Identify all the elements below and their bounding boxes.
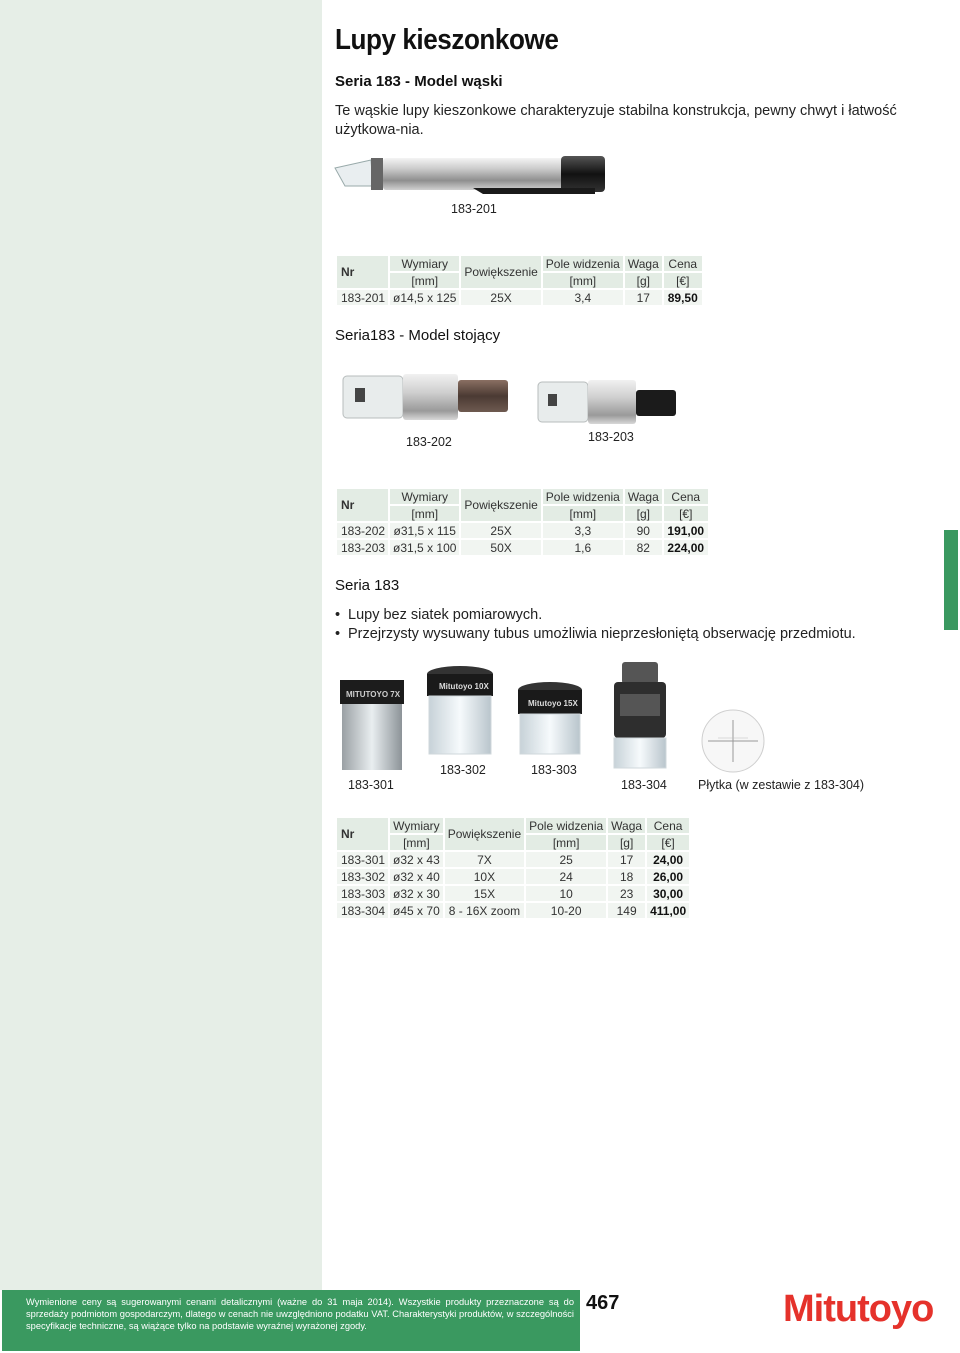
header-dim-unit: [mm] (390, 506, 459, 521)
section-tab-marker (944, 530, 958, 630)
brand-logo: Mitutoyo (783, 1288, 934, 1330)
header-mag: Powiększenie (445, 818, 524, 850)
header-field-unit: [mm] (543, 273, 623, 288)
cell-weight: 23 (608, 886, 645, 901)
table-row (337, 869, 689, 884)
header-weight-unit: [g] (608, 835, 645, 850)
table-row (337, 290, 702, 305)
cell-weight: 17 (625, 290, 662, 305)
bullet-item: • Lupy bez siatek pomiarowych. (335, 606, 856, 625)
header-weight: Waga (608, 818, 645, 833)
cell-nr: 183-202 (337, 523, 388, 538)
loupe-183-302-image (425, 664, 495, 756)
table-row (337, 886, 689, 901)
footer-note: Wymienione ceny są sugerowanymi cenami detalicznymi (ważne do 31 maja 2014). Wszystkie produkty przeznaczone są do sprzedaży podmiotom gospodarczym, dlatego w cenach nie uwzględniono podatku VAT. Charakterystyki produktów, w szczególności specyfikacje techniczne, są wiążące tylko na podstawie wyraźnej wyrażonej zgody. (26, 1297, 574, 1331)
header-mag: Powiększenie (461, 256, 540, 288)
cell-nr: 183-302 (337, 869, 388, 884)
cell-mag: 25X (461, 290, 540, 305)
cell-nr: 183-304 (337, 903, 388, 918)
header-field-unit: [mm] (543, 506, 623, 521)
standing-magnifier-183-202-image (343, 372, 513, 422)
caption-plate: Płytka (w zestawie z 183-304) (698, 778, 865, 792)
header-price: Cena (647, 818, 689, 833)
cell-weight: 18 (608, 869, 645, 884)
cell-dim: ø31,5 x 100 (390, 540, 459, 555)
cell-nr: 183-203 (337, 540, 388, 555)
cell-dim: ø31,5 x 115 (390, 523, 459, 538)
header-field: Pole widzenia (543, 256, 623, 271)
header-price: Cena (664, 489, 708, 504)
cell-field: 3,4 (543, 290, 623, 305)
cell-price: 24,00 (647, 852, 689, 867)
section3-subtitle: Seria 183 (335, 577, 400, 594)
header-weight: Waga (625, 489, 662, 504)
caption-183-203: 183-203 (588, 430, 634, 444)
cell-weight: 17 (608, 852, 645, 867)
header-weight-unit: [g] (625, 273, 662, 288)
cell-price: 26,00 (647, 869, 689, 884)
table-row (337, 540, 708, 555)
cell-nr: 183-201 (337, 290, 388, 305)
header-dim: Wymiary (390, 256, 459, 271)
header-price-unit: [€] (664, 273, 702, 288)
table-row (337, 852, 689, 867)
spec-table-183-202-203 (335, 487, 710, 557)
loupe-301-mark: MITUTOYO 7X (346, 690, 401, 699)
cell-mag: 15X (445, 886, 524, 901)
section1-intro: Te wąskie lupy kieszonkowe charakteryzuje stabilna konstrukcja, pewny chwyt i łatwość użytkowa-nia. (335, 103, 897, 138)
section1-subtitle: Seria 183 - Model wąski (335, 73, 503, 90)
cell-field: 3,3 (543, 523, 623, 538)
cell-weight: 90 (625, 523, 662, 538)
loupe-183-301-image (338, 678, 406, 774)
cell-dim: ø32 x 43 (390, 852, 443, 867)
cell-field: 1,6 (543, 540, 623, 555)
header-field: Pole widzenia (526, 818, 606, 833)
header-price: Cena (664, 256, 702, 271)
header-nr: Nr (337, 256, 388, 288)
cell-price: 89,50 (664, 290, 702, 305)
cell-field: 10 (526, 886, 606, 901)
caption-183-201: 183-201 (451, 202, 497, 216)
header-weight-unit: [g] (625, 506, 662, 521)
cell-price: 411,00 (647, 903, 689, 918)
header-field-unit: [mm] (526, 835, 606, 850)
cell-price: 224,00 (664, 540, 708, 555)
loupe-183-303-image (516, 680, 584, 756)
bullet-item: • Przejrzysty wysuwany tubus umożliwia nieprzesłoniętą obserwację przedmiotu. (335, 625, 856, 644)
caption-183-301: 183-301 (348, 778, 394, 792)
cell-dim: ø32 x 40 (390, 869, 443, 884)
header-field: Pole widzenia (543, 489, 623, 504)
table-header-row (337, 256, 702, 271)
cell-mag: 25X (461, 523, 540, 538)
header-dim: Wymiary (390, 489, 459, 504)
header-nr: Nr (337, 489, 388, 521)
cell-mag: 7X (445, 852, 524, 867)
header-price-unit: [€] (647, 835, 689, 850)
loupe-302-mark: Mitutoyo 10X (439, 682, 489, 691)
loupe-183-304-image (608, 660, 672, 772)
cell-field: 25 (526, 852, 606, 867)
loupe-303-mark: Mitutoyo 15X (528, 699, 578, 708)
cell-dim: ø14,5 x 125 (390, 290, 459, 305)
page-number: 467 (586, 1292, 620, 1314)
table-header-row (337, 818, 689, 833)
feature-bullet-list (335, 606, 856, 644)
cell-field: 24 (526, 869, 606, 884)
table-header-row (337, 489, 708, 504)
header-dim-unit: [mm] (390, 835, 443, 850)
table-row (337, 523, 708, 538)
cell-mag: 10X (445, 869, 524, 884)
cell-mag: 50X (461, 540, 540, 555)
cell-dim: ø32 x 30 (390, 886, 443, 901)
caption-183-202: 183-202 (406, 435, 452, 449)
spec-table-183-201 (335, 254, 704, 307)
header-nr: Nr (337, 818, 388, 850)
reticle-plate-image (700, 708, 766, 774)
cell-nr: 183-301 (337, 852, 388, 867)
pen-magnifier-image (333, 150, 608, 200)
page-title: Lupy kieszonkowe (335, 24, 559, 56)
spec-table-183-301-304 (335, 816, 691, 920)
header-mag: Powiększenie (461, 489, 540, 521)
cell-weight: 149 (608, 903, 645, 918)
cell-price: 191,00 (664, 523, 708, 538)
cell-nr: 183-303 (337, 886, 388, 901)
header-dim-unit: [mm] (390, 273, 459, 288)
cell-price: 30,00 (647, 886, 689, 901)
header-weight: Waga (625, 256, 662, 271)
header-price-unit: [€] (664, 506, 708, 521)
left-background-panel (0, 0, 322, 1290)
caption-183-304: 183-304 (621, 778, 667, 792)
caption-183-302: 183-302 (440, 763, 486, 777)
cell-field: 10-20 (526, 903, 606, 918)
table-row (337, 903, 689, 918)
cell-mag: 8 - 16X zoom (445, 903, 524, 918)
cell-weight: 82 (625, 540, 662, 555)
standing-magnifier-183-203-image (538, 380, 678, 426)
caption-183-303: 183-303 (531, 763, 577, 777)
header-dim: Wymiary (390, 818, 443, 833)
section2-subtitle: Seria183 - Model stojący (335, 327, 501, 344)
cell-dim: ø45 x 70 (390, 903, 443, 918)
